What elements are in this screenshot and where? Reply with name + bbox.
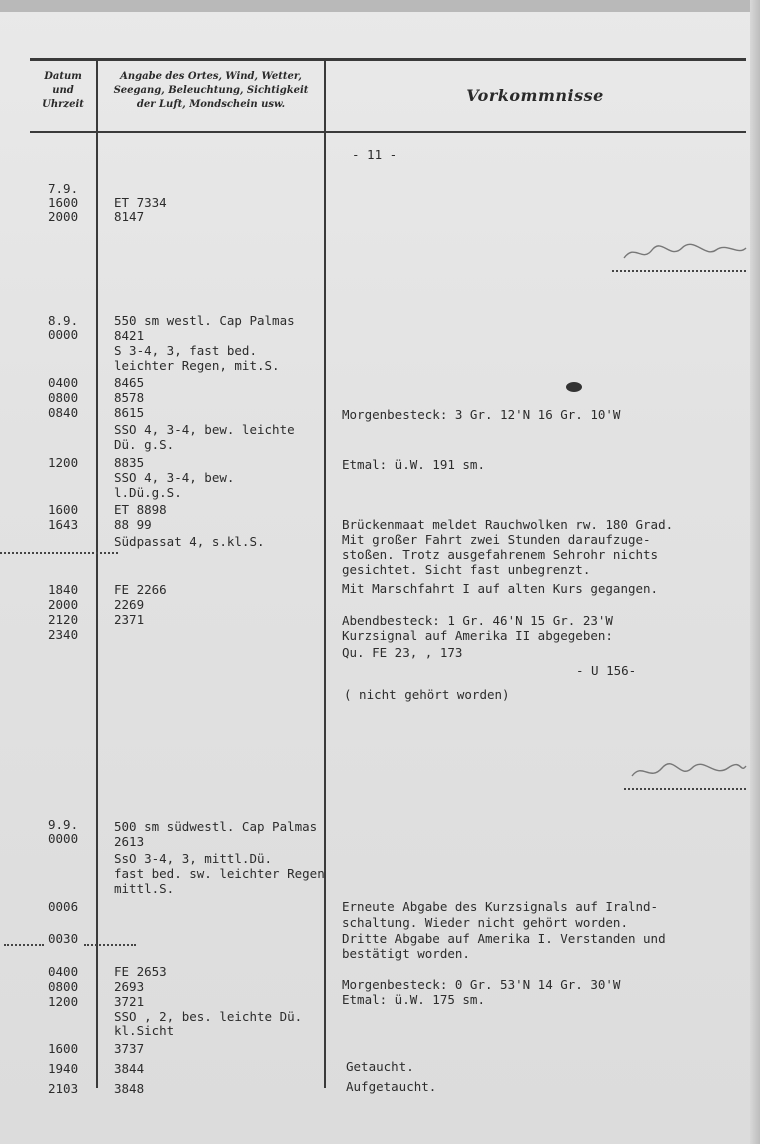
separator-dots-2	[0, 552, 118, 554]
event-late-line1: Abendbesteck: 1 Gr. 46'N 15 Gr. 23'W	[342, 613, 613, 628]
event-0800-c: Morgenbesteck: 0 Gr. 53'N 14 Gr. 30'W	[342, 977, 621, 992]
time-1200-b: 1200	[48, 455, 79, 470]
time-0000-b: 0000	[48, 327, 79, 342]
header-place-line3: der Luft, Mondschein usw.	[136, 99, 286, 110]
event-1940-c: Getaucht.	[346, 1059, 414, 1074]
place-2000-a: 8147	[114, 209, 145, 224]
scan-top-edge	[0, 0, 760, 12]
time-0840-b: 0840	[48, 405, 79, 420]
time-0800-c: 0800	[48, 979, 79, 994]
time-2000-b: 2000	[48, 597, 79, 612]
header-place-line2: Seegang, Beleuchtung, Sichtigkeit	[113, 85, 309, 96]
header-bottom-rule	[30, 131, 746, 133]
event-2103-c: Aufgetaucht.	[346, 1079, 437, 1094]
place-block2-line3: S 3-4, 3, fast bed.	[114, 343, 257, 358]
time-1643-b: 1643	[48, 517, 79, 532]
place-0800-c: 2693	[114, 979, 145, 994]
header-date-line3: Uhrzeit	[42, 99, 84, 110]
place-0400-b: 8465	[114, 375, 145, 390]
place-block2-line2: 8421	[114, 328, 145, 343]
header-place-line1: Angabe des Ortes, Wind, Wetter,	[120, 71, 302, 82]
event-0030-line1: Dritte Abgabe auf Amerika I. Verstanden und	[342, 931, 666, 946]
event-1643-line5: Mit Marschfahrt I auf alten Kurs gegangen.	[342, 581, 659, 596]
time-1840-b: 1840	[48, 582, 79, 597]
place-block3-line4: fast bed. sw. leichter Regen	[114, 866, 325, 881]
weather-block3-a: SSO , 2, bes. leichte Dü.	[114, 1009, 303, 1024]
event-1643-line1: Brückenmaat meldet Rauchwolken rw. 180 Grad.	[342, 517, 674, 532]
time-0800-b: 0800	[48, 390, 79, 405]
header-date-column	[32, 70, 94, 112]
column-divider-2	[324, 58, 326, 1088]
time-0030-c: 0030	[48, 931, 79, 946]
time-1600-b: 1600	[48, 502, 79, 517]
place-block3-line5: mittl.S.	[114, 881, 175, 896]
weather-block2-d: l.Dü.g.S.	[114, 485, 182, 500]
event-0840-b: Morgenbesteck: 3 Gr. 12'N 16 Gr. 10'W	[342, 407, 621, 422]
weather-block2-b: Dü. g.S.	[114, 437, 175, 452]
event-0006-line2: schaltung. Wieder nicht gehört worden.	[342, 915, 628, 930]
time-0006-c: 0006	[48, 899, 79, 914]
header-date-line1: Datum	[44, 71, 82, 82]
place-1840-b: FE 2266	[114, 582, 167, 597]
scan-right-edge	[750, 0, 760, 1144]
time-2103-c: 2103	[48, 1081, 79, 1096]
weather-block2-c: SSO 4, 3-4, bew.	[114, 470, 235, 485]
event-1643-line3: stoßen. Trotz ausgefahrenem Sehrohr nichts	[342, 547, 659, 562]
date-7-9: 7.9.	[48, 181, 79, 196]
place-1600-a: ET 7334	[114, 195, 167, 210]
event-1643-line4: gesichtet. Sicht fast unbegrenzt.	[342, 562, 591, 577]
place-1940-c: 3844	[114, 1061, 145, 1076]
event-late-line2: Kurzsignal auf Amerika II abgegeben:	[342, 628, 613, 643]
place-1200-c: 3721	[114, 994, 145, 1009]
place-1600-c: 3737	[114, 1041, 145, 1056]
separator-dots-4	[4, 944, 44, 946]
place-1643-b: 88 99	[114, 517, 152, 532]
time-0400-c: 0400	[48, 964, 79, 979]
place-block3-line2: 2613	[114, 834, 145, 849]
passat-block2: Südpassat 4, s.kl.S.	[114, 534, 265, 549]
weather-block2-a: SSO 4, 3-4, bew. leichte	[114, 422, 295, 437]
event-0030-line2: bestätigt worden.	[342, 946, 470, 961]
place-2120-b: 2371	[114, 612, 145, 627]
place-block3-line1: 500 sm südwestl. Cap Palmas	[114, 819, 318, 834]
place-0840-b: 8615	[114, 405, 145, 420]
separator-dots-3	[624, 788, 746, 790]
place-1200-b: 8835	[114, 455, 145, 470]
ink-smudge	[566, 382, 582, 392]
event-1200-c: Etmal: ü.W. 175 sm.	[342, 992, 485, 1007]
header-date-line2: und	[52, 85, 74, 96]
date-9-9: 9.9.	[48, 817, 79, 832]
place-0400-c: FE 2653	[114, 964, 167, 979]
place-2000-b: 2269	[114, 597, 145, 612]
place-block3-line3: SsO 3-4, 3, mittl.Dü.	[114, 851, 273, 866]
place-2103-c: 3848	[114, 1081, 145, 1096]
header-place-column	[99, 70, 323, 112]
place-1600-b: ET 8898	[114, 502, 167, 517]
radio-signal-code: - U 156-	[576, 663, 637, 678]
time-2120-b: 2120	[48, 612, 79, 627]
time-2340-b: 2340	[48, 627, 79, 642]
event-1643-line2: Mit großer Fahrt zwei Stunden daraufzuge-	[342, 532, 651, 547]
not-heard-note: ( nicht gehört worden)	[344, 687, 510, 702]
time-0000-c: 0000	[48, 831, 79, 846]
event-late-line3: Qu. FE 23, , 173	[342, 645, 463, 660]
time-2000-a: 2000	[48, 209, 79, 224]
time-1940-c: 1940	[48, 1061, 79, 1076]
handwritten-signature-1	[620, 238, 750, 268]
date-8-9: 8.9.	[48, 313, 79, 328]
event-1200-b: Etmal: ü.W. 191 sm.	[342, 457, 485, 472]
column-divider-1	[96, 58, 98, 1088]
event-0006-line1: Erneute Abgabe des Kurzsignals auf Iralnd-	[342, 899, 659, 914]
page-number: - 11 -	[352, 147, 398, 162]
header-events-column: Vorkommnisse	[466, 86, 604, 105]
place-block2-line4: leichter Regen, mit.S.	[114, 358, 280, 373]
time-1600-c: 1600	[48, 1041, 79, 1056]
time-1600-a: 1600	[48, 195, 79, 210]
handwritten-signature-2	[628, 758, 750, 786]
time-1200-c: 1200	[48, 994, 79, 1009]
time-0400-b: 0400	[48, 375, 79, 390]
place-0800-b: 8578	[114, 390, 145, 405]
separator-dots-1	[612, 270, 746, 272]
weather-block3-b: kl.Sicht	[114, 1023, 175, 1038]
place-block2-line1: 550 sm westl. Cap Palmas	[114, 313, 295, 328]
separator-dots-5	[84, 944, 136, 946]
table-top-rule	[30, 58, 746, 61]
